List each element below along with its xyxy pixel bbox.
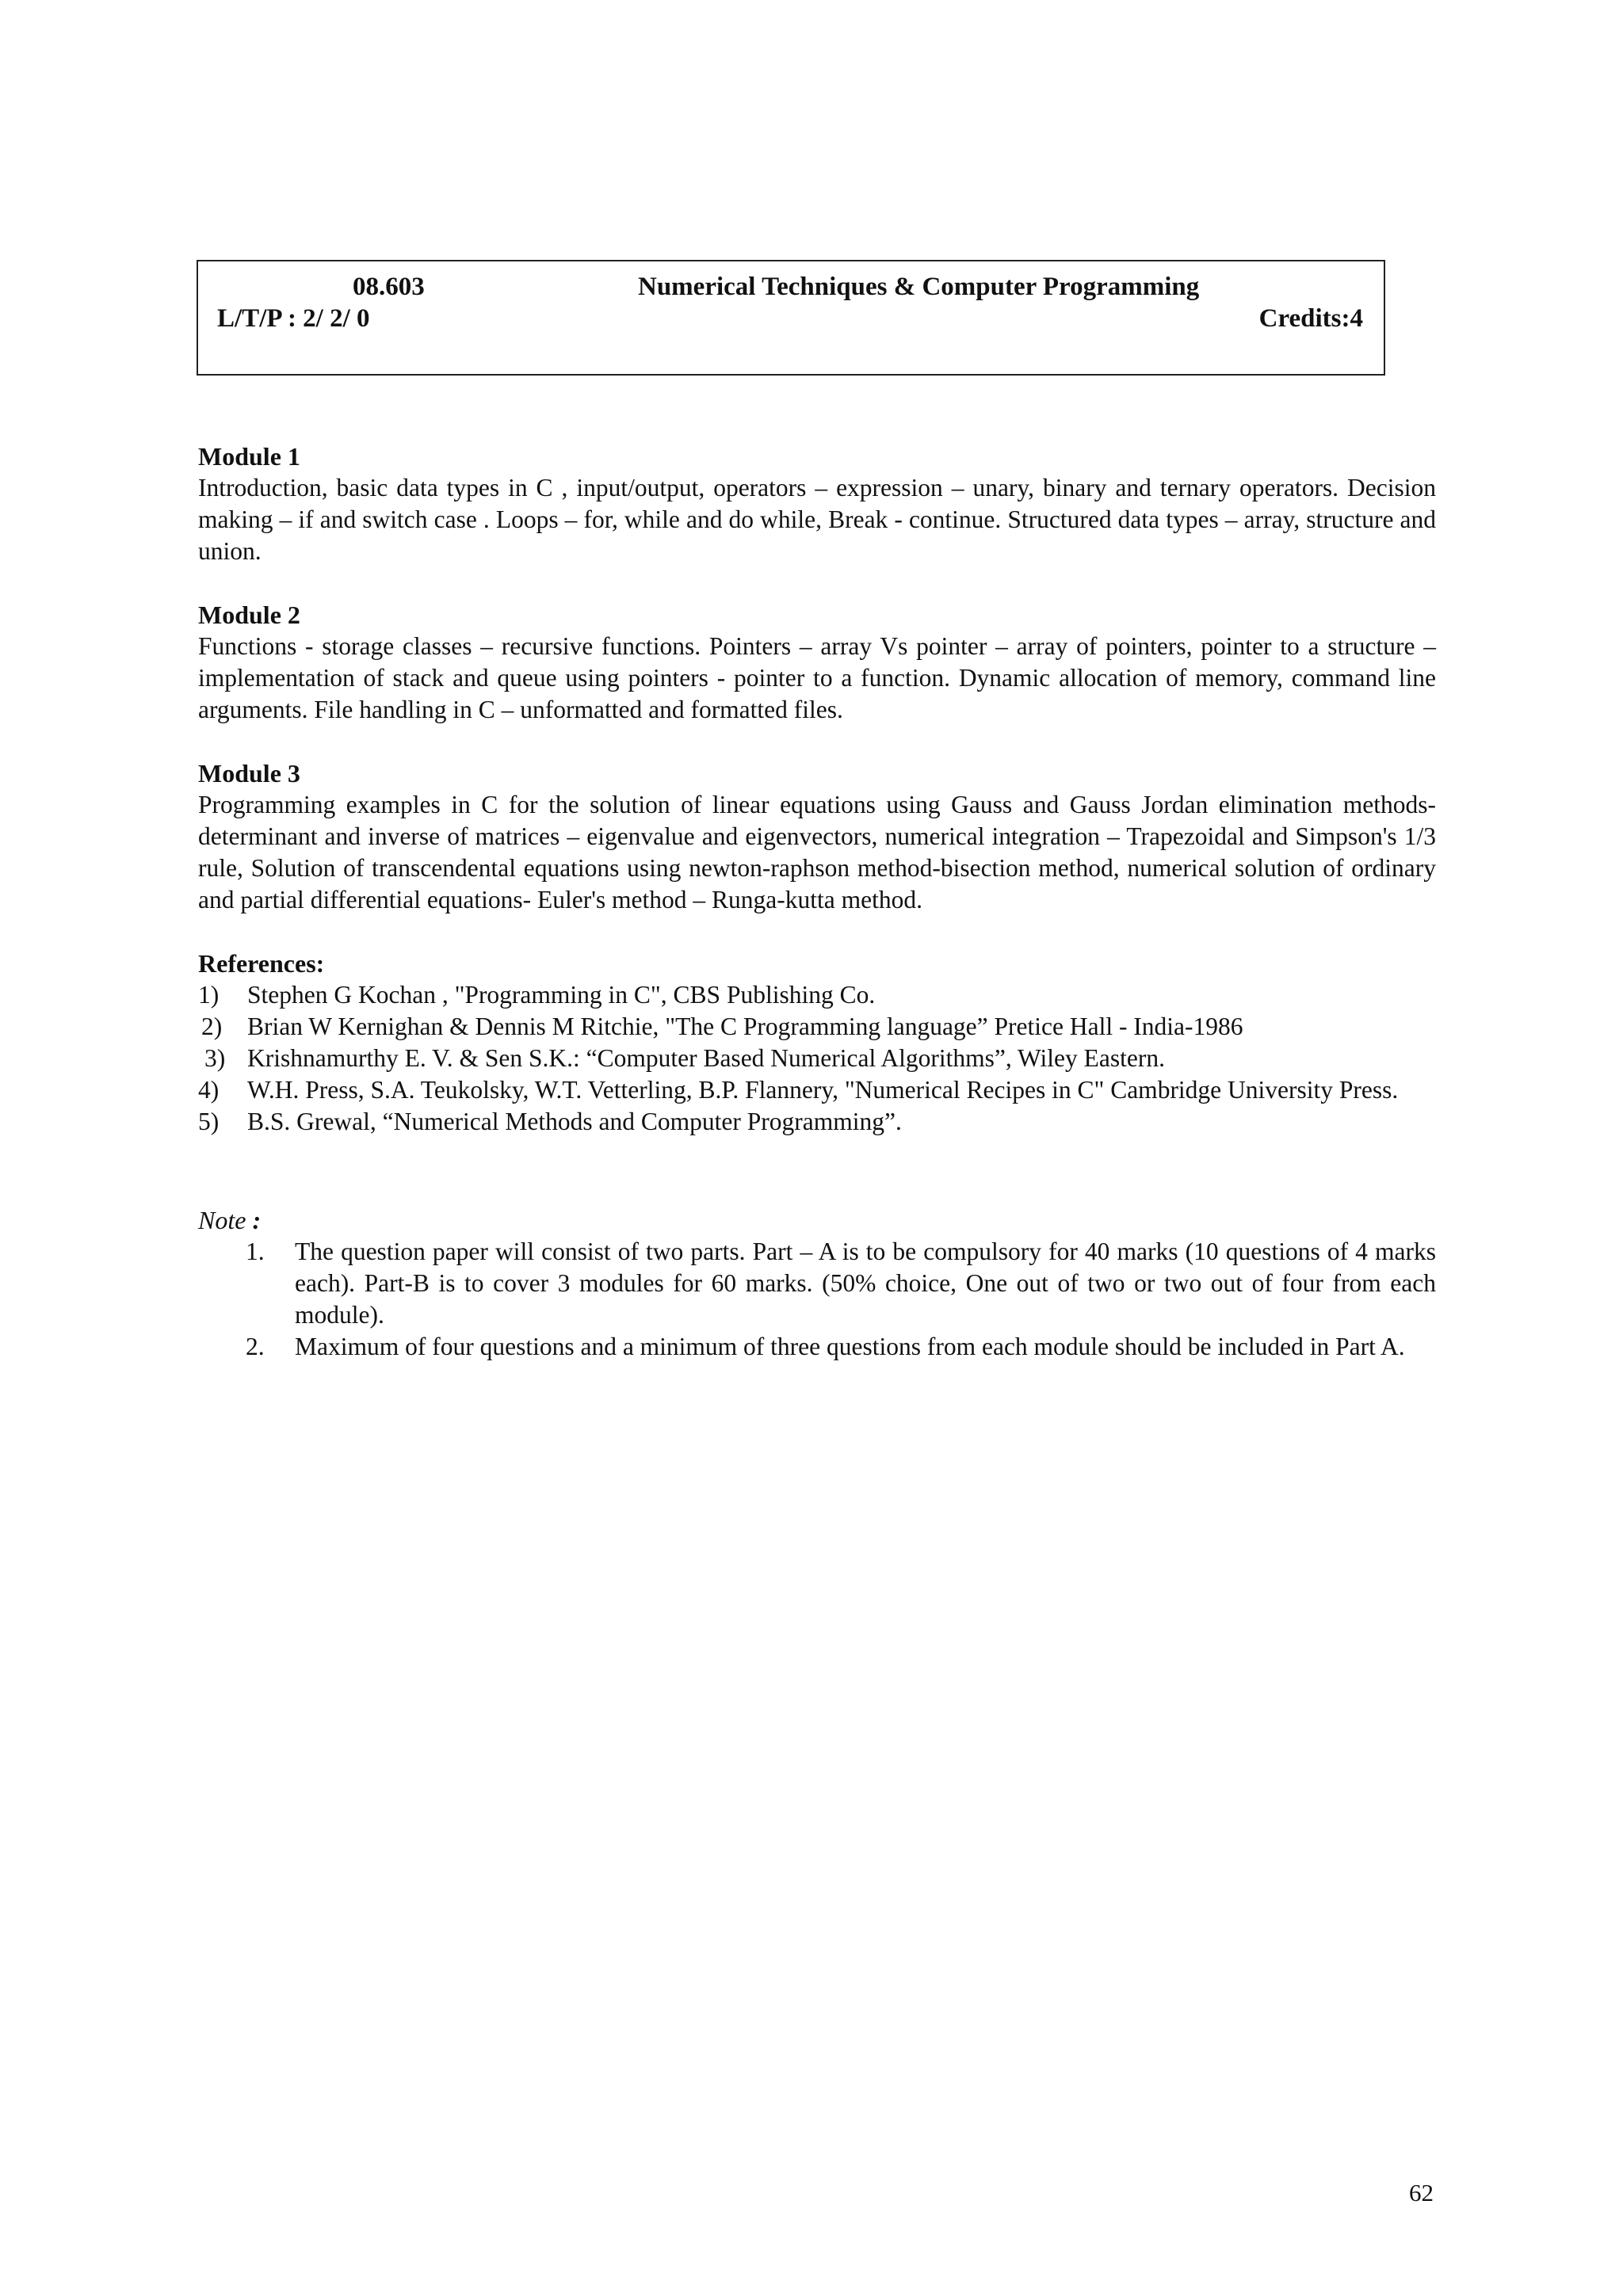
module-1-text: Introduction, basic data types in C , input/output, operators – expression – unary, binary and ternary operators. Decision making – if and switch case . Loops – for, while and do while, Break - continue. Structured data types – array, structure and union.	[198, 474, 1436, 565]
reference-item	[198, 1011, 1436, 1043]
references-section	[198, 948, 1436, 1138]
module-1-heading: Module 1	[198, 442, 300, 471]
reference-text: Krishnamurthy E. V. & Sen S.K.: “Computer Based Numerical Algorithms”, Wiley Eastern.	[247, 1044, 1165, 1072]
reference-number: 3)	[204, 1044, 226, 1072]
note-label-text: Note	[198, 1206, 246, 1234]
credits-label: Credits:4	[1258, 304, 1363, 333]
module-1-section	[198, 441, 1436, 567]
note-item	[246, 1236, 1436, 1331]
note-colon: :	[246, 1206, 262, 1234]
reference-text: B.S. Grewal, “Numerical Methods and Computer Programming”.	[247, 1108, 902, 1135]
note-text: Maximum of four questions and a minimum of three questions from each module should be included in Part A.	[295, 1333, 1405, 1360]
module-3-text: Programming examples in C for the solution of linear equations using Gauss and Gauss Jordan elimination methods- determinant and inverse of matrices – eigenvalue and eigenvectors, numerical integration – Trapezoidal and Simpson's 1/3 rule, Solution of transcendental equations using newton-raphson method-bisection method, numerical solution of ordinary and partial differential equations- Euler's method – Runga-kutta method.	[198, 791, 1436, 913]
syllabus-content	[198, 441, 1436, 1363]
reference-number: 1)	[198, 981, 220, 1009]
module-3-heading: Module 3	[198, 759, 300, 788]
page-number: 62	[1409, 2179, 1434, 2206]
module-2-section	[198, 599, 1436, 726]
course-title: Numerical Techniques & Computer Programming	[638, 273, 1200, 301]
module-3-section	[198, 757, 1436, 916]
ltp-label: L/T/P : 2/ 2/ 0	[217, 304, 370, 333]
course-header-box	[197, 260, 1385, 376]
module-2-text: Functions - storage classes – recursive functions. Pointers – array Vs pointer – array of pointers, pointer to a structure – implementation of stack and queue using pointers - pointer to a function. Dynamic allocation of memory, command line arguments. File handling in C – unformatted and formatted files.	[198, 632, 1436, 723]
note-text: The question paper will consist of two parts. Part – A is to be compulsory for 40 marks (10 questions of 4 marks each). Part-B is to cover 3 modules for 60 marks. (50% choice, One out of two or two out of four from each module).	[295, 1238, 1436, 1329]
reference-item	[198, 979, 1436, 1011]
note-number: 2.	[246, 1333, 265, 1360]
reference-number: 2)	[201, 1013, 223, 1040]
note-item	[246, 1331, 1436, 1363]
reference-item	[198, 1106, 1436, 1138]
reference-text: Stephen G Kochan , "Programming in C", CBS Publishing Co.	[247, 981, 876, 1009]
reference-text: W.H. Press, S.A. Teukolsky, W.T. Vetterling, B.P. Flannery, "Numerical Recipes in C" Cambridge University Press.	[247, 1076, 1399, 1104]
reference-number: 5)	[198, 1108, 220, 1135]
note-heading	[198, 1204, 1436, 1236]
reference-item	[198, 1043, 1436, 1074]
note-number: 1.	[246, 1238, 265, 1265]
reference-item	[198, 1074, 1436, 1106]
note-section	[198, 1204, 1436, 1363]
reference-text: Brian W Kernighan & Dennis M Ritchie, "The C Programming language” Pretice Hall - India-1986	[247, 1013, 1243, 1040]
course-code: 08.603	[353, 273, 425, 301]
reference-number: 4)	[198, 1076, 220, 1104]
module-2-heading: Module 2	[198, 601, 300, 629]
references-heading: References:	[198, 949, 325, 978]
